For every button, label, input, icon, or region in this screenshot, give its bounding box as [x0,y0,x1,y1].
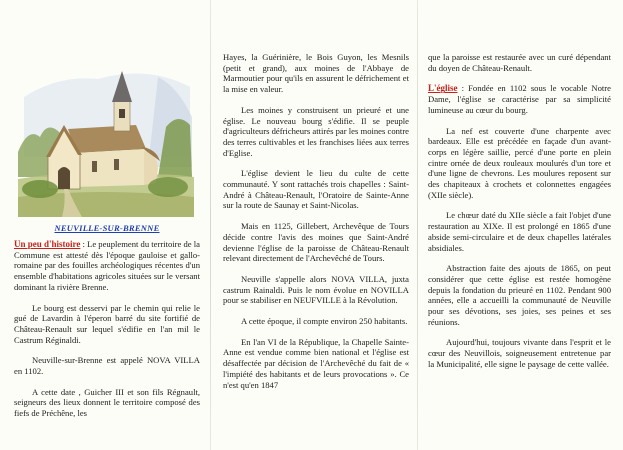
church-heading: L'église [428,83,458,94]
history-paragraph-3: Neuville-sur-Brenne est appelé NOVA VILLA en 1102. [14,355,200,377]
middle-paragraph-4: Mais en 1125, Gillebert, Archevêque de Tours décide contre l'avis des moines que Saint-André devienne l'église de la paroisse de Château-Renault relevant directement de l'Archevêché de Tours. [223,221,409,264]
church-watercolor-illustration [18,57,194,217]
history-paragraph-2: Le bourg est desservi par le chemin qui relie le gué de Lavardin à l'éperon barré du site fortifié de Château-Renault sur lequel s'édifie en l'an mil le Castrum Réginaldi. [14,302,200,345]
church-paragraph-3: Le chœur daté du XIIe siècle a fait l'objet d'une restauration au XIXe. Il est prolongé en 1865 d'une abside semi-circulaire et de deux chapelles latérales absidiales. [428,210,611,253]
church-drawing [18,57,194,217]
middle-paragraph-5: Neuville s'appelle alors NOVA VILLA, juxta castrum Rainaldi. Puis le nom évolue en NOVILLA pour se stabiliser en NEUFVILLE à la Révolution. [223,273,409,306]
illustration-caption: NEUVILLE-SUR-BRENNE [54,223,160,233]
church-paragraph-1: L'église : Fondée en 1102 sous le vocable Notre Dame, l'église se caractérise par sa simplicité lumineuse au cœur du bourg. [428,83,611,115]
church-paragraph-2: La nef est couverte d'une charpente avec bardeaux. Elle est précédée en façade d'un avant-corps en légère saillie, percé d'une porte en plein cintre ornée de deux rouleaux moulurés d'un tore et d'une ligne de chevrons. Les moulures reposent sur des chapiteaux à crochets et colonnettes engagées (XIIe siècle). [428,125,611,200]
history-paragraph-1: Un peu d'histoire : Le peuplement du territoire de la Commune est attesté dès l'époque gauloise et gallo-romaine par des fouilles archéologiques récentes d'un ensemble d'habitations agricoles situées sur le versant dominant la rivière Brenne. [14,239,200,292]
right-paragraph-0: que la paroisse est restaurée avec un curé dépendant du doyen de Château-Renault. [428,52,611,73]
church-paragraph-5: Aujourd'hui, toujours vivante dans l'esprit et le cœur des Neuvillois, soigneusement entretenue par la Municipalité, elle signe le paysage de cette vallée. [428,337,611,369]
middle-paragraph-7: En l'an VI de la République, la Chapelle Sainte-Anne est vendue comme bien national et l'église est désaffectée par décision de l'Archevêché du fait de « l'impiété des habitants et de leurs provocations ». Ce n'est qu'en 1847 [223,336,409,390]
middle-paragraph-2: Les moines y construisent un prieuré et une église. Le nouveau bourg s'édifie. Il se peuple d'agriculteurs défricheurs attirés par les moines contre des terres cultivables et les franchises liées aux terres d'Eglise. [223,104,409,158]
history-paragraph-4: A cette date , Guicher III et son fils Régnault, seigneurs des lieux donnent le territoire composé des fiefs de Préchêne, les [14,386,200,419]
middle-paragraph-3: L'église devient le lieu du culte de cette communauté. Y sont rattachés trois chapelles : Saint-André à Château-Renault, l'Oratoire de Sainte-Anne sur la route de Saunay et Saint-Nicolas. [223,168,409,211]
middle-paragraph-6: A cette époque, il compte environ 250 habitants. [241,316,408,327]
column-right [418,0,623,450]
column-left [0,0,210,450]
church-paragraph-4: Abstraction faite des ajouts de 1865, on peut considérer que cette église est restée homogène depuis la fondation du prieuré en 1102. Pendant 900 années, elle a accueilli la communauté de Neuville pour ses dévotions, ses joies, ses peines et ses réunions. [428,263,611,327]
history-heading: Un peu d'histoire [14,239,81,249]
column-middle [211,0,417,450]
middle-paragraph-1: Hayes, la Guérinière, le Bois Guyon, les Mesnils (petit et grand), aux moines de l'Abbaye de Marmoutier pour qu'ils en assurent le défrichement et la mise en valeur. [223,52,409,95]
